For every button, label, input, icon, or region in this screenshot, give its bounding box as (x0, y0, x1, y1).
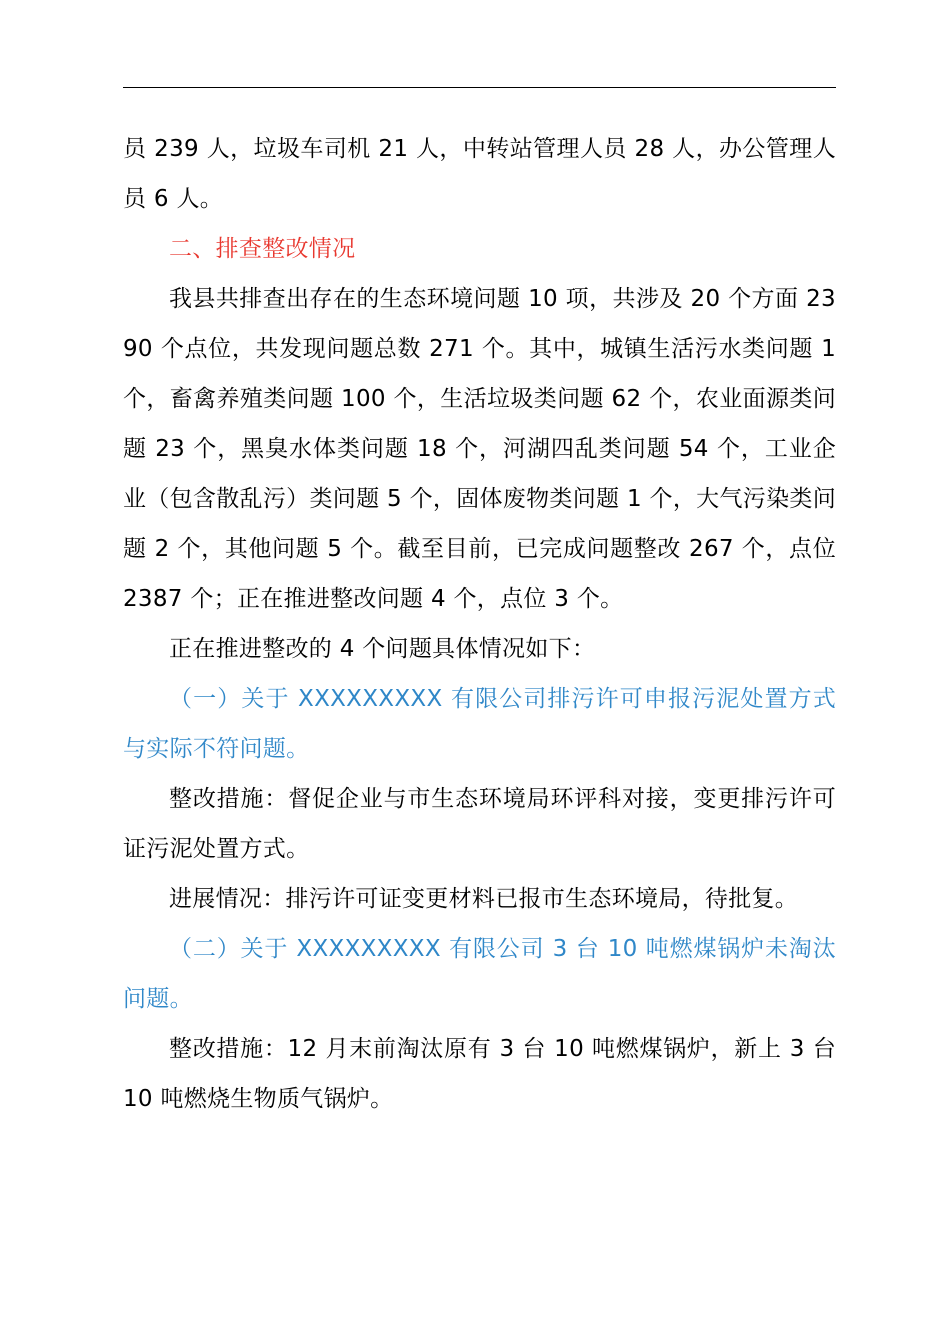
section-heading: 二、排查整改情况 (169, 236, 356, 262)
paragraph-summary: 我县共排查出存在的生态环境问题 10 项，共涉及 20 个方面 2390 个点位，共发现问题总数 271 个。其中，城镇生活污水类问题 1 个，畜禽养殖类问题 100 个，生活垃圾类问题 62 个，农业面源类问题 23 个，黑臭水体类问题 18 个，河湖四乱类问题 54 个，工业企业（包含散乱污）类问题 5 个，固体废物类问题 1 个，大气污染类问题 2 个，其他问题 5 个。截至目前，已完成问题整改 267 个，点位 2387 个；正在推进整改问题 4 个，点位 3 个。 (123, 286, 836, 612)
paragraph-measures-2: 整改措施：12 月末前淘汰原有 3 台 10 吨燃煤锅炉，新上 3 台 10 吨燃烧生物质气锅炉。 (123, 1036, 836, 1112)
subheading-issue-1: （一）关于 XXXXXXXXX 有限公司排污许可申报污泥处置方式与实际不符问题。 (123, 686, 836, 762)
paragraph-intro: 正在推进整改的 4 个问题具体情况如下： (169, 636, 596, 662)
document-body (123, 124, 836, 1124)
subheading-issue-2: （二）关于 XXXXXXXXX 有限公司 3 台 10 吨燃煤锅炉未淘汰问题。 (123, 936, 836, 1012)
paragraph-measures-1: 整改措施：督促企业与市生态环境局环评科对接，变更排污许可证污泥处置方式。 (123, 786, 836, 862)
paragraph-continuation: 员 239 人，垃圾车司机 21 人，中转站管理人员 28 人，办公管理人员 6 人。 (123, 136, 836, 212)
paragraph-progress-1: 进展情况：排污许可证变更材料已报市生态环境局，待批复。 (169, 886, 799, 912)
header-rule (123, 87, 836, 88)
